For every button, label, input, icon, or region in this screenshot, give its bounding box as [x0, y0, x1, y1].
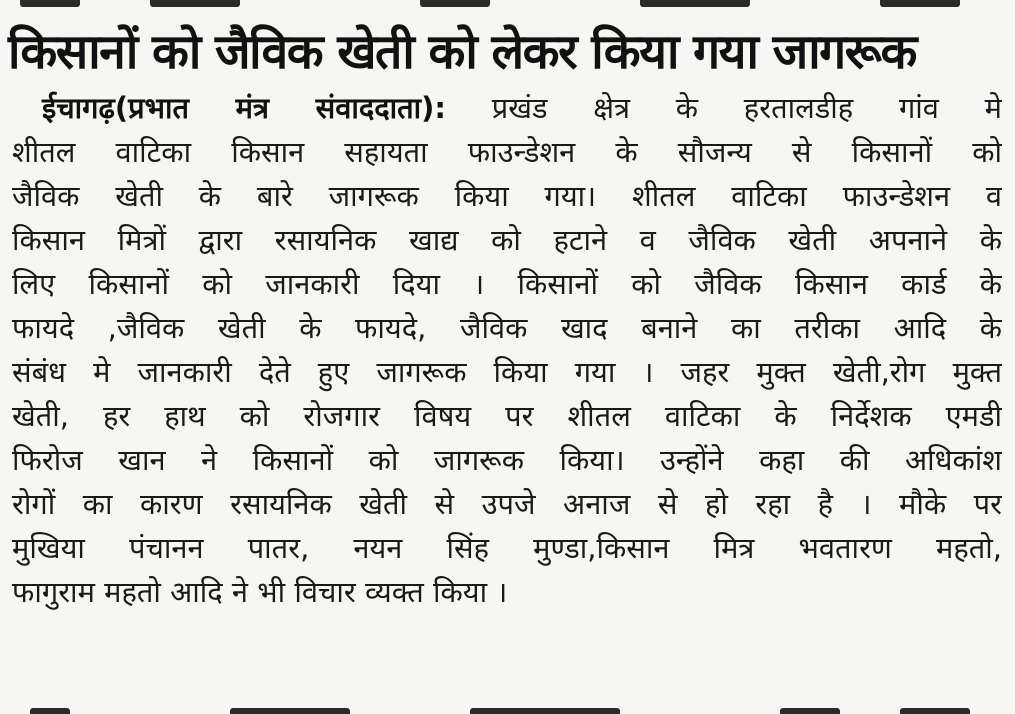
- article-line-7: संबंध मे जानकारी देते हुए जागरूक किया गया । जहर मुक्त खेती,रोग मुक्त: [12, 355, 1002, 389]
- article-line-4: किसान मित्रों द्वारा रसायनिक खाद्य को हटाने व जैविक खेती अपनाने के: [12, 223, 1002, 257]
- article-line-3: जैविक खेती के बारे जागरूक किया गया। शीतल वाटिका फाउन्डेशन व: [12, 179, 1002, 213]
- article-body: [12, 86, 1002, 614]
- article-line-12: फागुराम महतो आदि ने भी विचार व्यक्त किया ।: [12, 575, 508, 609]
- article-line-9: फिरोज खान ने किसानों को जागरूक किया। उन्होंने कहा की अधिकांश: [12, 443, 1002, 477]
- article-line-10: रोगों का कारण रसायनिक खेती से उपजे अनाज से हो रहा है । मौके पर: [12, 487, 1002, 521]
- clipped-text-bottom: [0, 700, 1015, 714]
- article-dateline: ईचागढ़(प्रभात मंत्र संवाददाता):: [42, 91, 447, 125]
- article-line-5: लिए किसानों को जानकारी दिया । किसानों को जैविक किसान कार्ड के: [12, 267, 1002, 301]
- article-line-8: खेती, हर हाथ को रोजगार विषय पर शीतल वाटिका के निर्देशक एमडी: [12, 399, 1002, 433]
- article-headline: किसानों को जैविक खेती को लेकर किया गया जागरूक: [8, 24, 916, 80]
- article-line-6: फायदे ,जैविक खेती के फायदे, जैविक खाद बनाने का तरीका आदि के: [12, 311, 1002, 345]
- article-line-2: शीतल वाटिका किसान सहायता फाउन्डेशन के सौजन्य से किसानों को: [12, 135, 1002, 169]
- article-line-1-text: प्रखंड क्षेत्र के हरतालडीह गांव मे: [491, 91, 1002, 125]
- article-line-11: मुखिया पंचानन पातर, नयन सिंह मुण्डा,किसान मित्र भवतारण महतो,: [12, 531, 1002, 565]
- clipped-text-top: [0, 0, 1015, 10]
- article-line-1: [12, 86, 1002, 130]
